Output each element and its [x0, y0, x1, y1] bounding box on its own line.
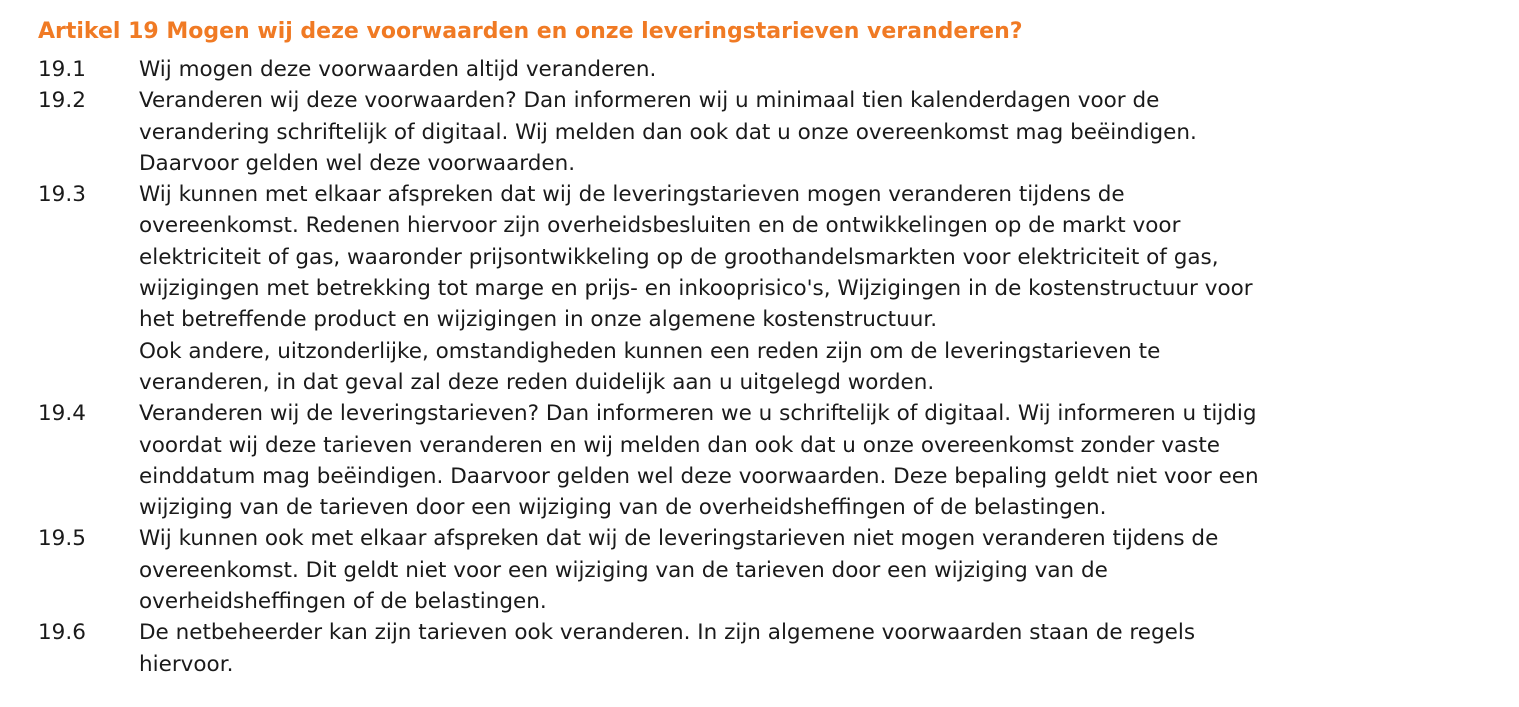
clause-line: Ook andere, uitzonderlijke, omstandigheden kunnen een reden zijn om de leveringstarieven te [139, 338, 1161, 364]
clause-number: 19.2 [38, 88, 86, 114]
clause-19-4 [38, 398, 1519, 523]
clause-number: 19.6 [38, 620, 86, 646]
clause-line: voordat wij deze tarieven veranderen en wij melden dan ook dat u onze overeenkomst zonder vaste [139, 432, 1221, 458]
clause-line: overheidsheffingen of de belastingen. [139, 589, 547, 615]
clause-line: wijziging van de tarieven door een wijziging van de overheidsheffingen of de belastingen. [139, 495, 1107, 521]
clause-19-3 [38, 179, 1519, 398]
clause-19-2 [38, 85, 1519, 179]
clause-number: 19.5 [38, 526, 86, 552]
clause-line: wijzigingen met betrekking tot marge en prijs- en inkooprisico's, Wijzigingen in de kostenstructuur voor [139, 276, 1253, 302]
clause-line: overeenkomst. Dit geldt niet voor een wijziging van de tarieven door een wijziging van de [139, 557, 1108, 583]
clause-line: het betreffende product en wijzigingen in onze algemene kostenstructuur. [139, 307, 938, 333]
clause-number: 19.1 [38, 57, 86, 82]
clause-line: Daarvoor gelden wel deze voorwaarden. [139, 150, 576, 176]
clause-line: Wij kunnen met elkaar afspreken dat wij de leveringstarieven mogen veranderen tijdens de [139, 182, 1125, 208]
clause-line: De netbeheerder kan zijn tarieven ook veranderen. In zijn algemene voorwaarden staan de regels [139, 620, 1196, 646]
clause-line: Wij kunnen ook met elkaar afspreken dat wij de leveringstarieven niet mogen veranderen tijdens de [139, 526, 1219, 552]
clause-line: hiervoor. [139, 651, 234, 677]
clause-text [139, 54, 1514, 85]
article-title: Artikel 19 Mogen wij deze voorwaarden en onze leveringstarieven veranderen? [38, 19, 1023, 44]
clause-line: overeenkomst. Redenen hiervoor zijn overheidsbesluiten en de ontwikkelingen op de markt voor [139, 213, 1181, 239]
clause-19-5 [38, 523, 1519, 617]
clause-19-1 [38, 54, 1519, 85]
clause-line: verandering schriftelijk of digitaal. Wij melden dan ook dat u onze overeenkomst mag beëindigen. [139, 119, 1197, 145]
clause-text [139, 523, 1514, 617]
clause-text [139, 179, 1514, 398]
clause-number: 19.3 [38, 182, 86, 208]
clause-text [139, 85, 1514, 179]
clause-19-6 [38, 617, 1519, 680]
clause-text [139, 398, 1514, 523]
clause-line: elektriciteit of gas, waaronder prijsontwikkeling op de groothandelsmarkten voor elektriciteit of gas, [139, 244, 1219, 270]
clause-line: veranderen, in dat geval zal deze reden duidelijk aan u uitgelegd worden. [139, 369, 935, 395]
clause-line: Veranderen wij deze voorwaarden? Dan informeren wij u minimaal tien kalenderdagen voor de [139, 88, 1160, 114]
clause-line: einddatum mag beëindigen. Daarvoor gelden wel deze voorwaarden. Deze bepaling geldt niet voor een [139, 463, 1259, 489]
clause-number: 19.4 [38, 401, 86, 427]
clause-text [139, 617, 1514, 680]
clause-line: Wij mogen deze voorwaarden altijd veranderen. [139, 57, 657, 82]
clause-line: Veranderen wij de leveringstarieven? Dan informeren we u schriftelijk of digitaal. Wij informeren u tijdig [139, 401, 1257, 427]
